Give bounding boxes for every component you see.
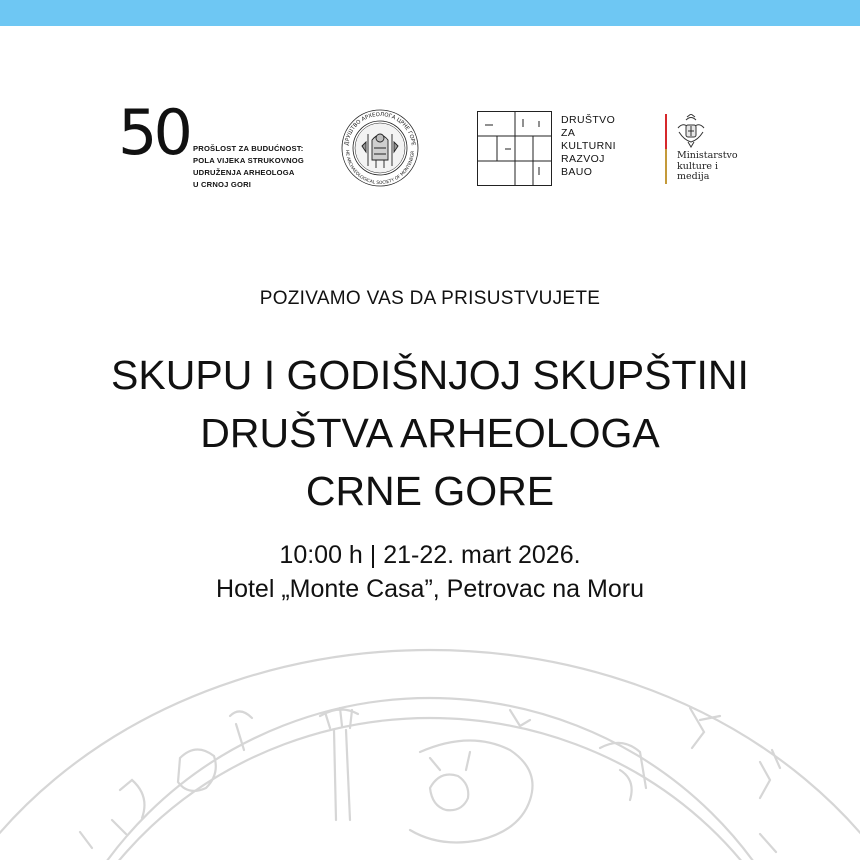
fifty-number: 50 (118, 96, 189, 169)
event-venue: Hotel „Monte Casa”, Petrovac na Moru (216, 575, 644, 603)
bauo-line: DRUŠTVO (561, 114, 616, 126)
event-datetime: 10:00 h | 21-22. mart 2026. (279, 541, 581, 569)
ministry-line: kulture i (677, 160, 719, 172)
fifty-years-tagline (193, 143, 304, 191)
tagline-line: U CRNOJ GORI (193, 180, 252, 189)
tagline-line: UDRUŽENJA ARHEOLOGA (193, 168, 295, 177)
fifty-years-logo (118, 96, 318, 192)
bauo-line: ZA (561, 127, 576, 139)
bauo-line: KULTURNI (561, 140, 616, 152)
ministry-divider (665, 114, 667, 184)
seal-bottom-text: HE ARCHAEOLOGICAL SOCIETY OF MONTENEGR (343, 149, 417, 187)
tagline-line: PROŠLOST ZA BUDUĆNOST: (193, 144, 304, 153)
partner-logos (0, 96, 860, 189)
invitation-line: POZIVAMO VAS DA PRISUSTVUJETE (259, 288, 601, 309)
ministry-logo (664, 111, 784, 187)
title-line: SKUPU I GODIŠNJOJ SKUPŠTINI (111, 352, 749, 398)
ministry-line: Ministarstvo (677, 150, 738, 161)
ministry-line: medija (677, 171, 710, 182)
archaeological-society-seal (332, 108, 428, 188)
bauo-line: RAZVOJ (561, 153, 605, 165)
event-title (0, 346, 860, 520)
title-line: DRUŠTVA ARHEOLOGA (200, 410, 660, 456)
bauo-line: BAUO (561, 166, 593, 178)
tagline-line: POLA VIJEKA STRUKOVNOG (193, 156, 305, 165)
top-accent-bar (0, 0, 860, 26)
bauo-logo (477, 111, 627, 187)
seal-top-text: ДРУШТВО АРХЕОЛОГА ЦРНЕ ГОРЕ (344, 111, 416, 146)
event-details (0, 538, 860, 606)
bauo-grid-icon (477, 111, 553, 187)
bauo-name (561, 114, 616, 179)
seal-emblem-icon (338, 108, 422, 188)
montenegro-coat-of-arms-icon (674, 114, 708, 148)
title-line: CRNE GORE (305, 468, 555, 514)
background-seal-watermark (0, 620, 860, 860)
ministry-name (677, 151, 738, 183)
